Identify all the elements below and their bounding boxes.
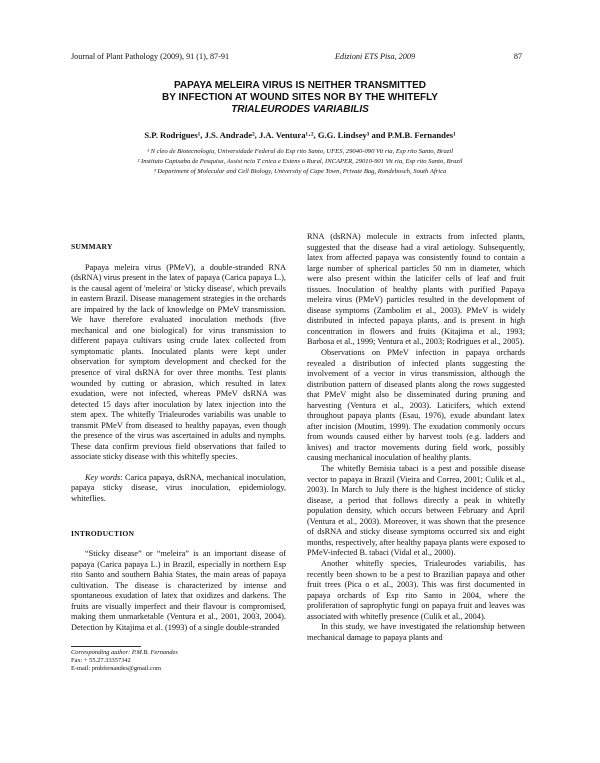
paragraph: In this study, we have investigated the relationship between mechanical damage to papaya plants and — [307, 622, 525, 642]
introduction-text: “Sticky disease” or “meleira” is an important disease of papaya (Carica papaya L.) in Brazil, especially in northern Esp rito Santo and southern Bahia States, the main areas of papaya cultivation. The disease is characterized by intense and spontaneous exudation of latex that oxidizes and darkens. The fruits are visually imperfect and their flavour is compromised, making them unmarketable (Ventura et al., 2001, 2003, 2004). Detection by Kitajima et al. (1993) of a single double-stranded — [71, 549, 286, 632]
summary-text: Papaya meleira virus (PMeV), a double-stranded RNA (dsRNA) virus present in the latex of papaya (Carica papaya L.), is the causal agent of 'meleira' or 'sticky disease', which prevails in eastern Brazil. Disease management strategies in the orchards are impaired by the lack of knowledge on PMeV transmission. We have therefore evaluated inoculation methods (five mechanical and one biological) for virus transmission to different papaya cultivars using crude latex collected from symptomatic plants. Inoculated plants were kept under observation for symptom development and checked for the presence of viral dsRNA for over three months. Test plants wounded by cutting or abrasion, which resulted in latex exudation, were not infected, whereas PMeV dsRNA was detected 15 days after inoculation by latex injection into the stem apex. The whitefly Trialeurodes variabilis was unable to transmit PMeV from diseased to healthy papayas, even though the presence of the virus was ascertained in adults and nymphs. These data confirm previous field observations that failed to associate sticky disease with this whitefly species. — [71, 262, 286, 462]
paragraph: Observations on PMeV infection in papaya orchards revealed a distribution of infected plants suggesting the involvement of a vector in virus transmission, although the distribution pattern of diseased plants along the rows suggested that PMeV might also be disseminated during pruning and harvesting (Ventura et al., 2003). Laticifers, which extend throughout papaya plants (Esau, 1976), exude abundant latex after incision (Moutim, 1999). The exudation commonly occurs from wounds caused either by harvest tools (e.g. ladders and knives) and tractor movements during field work, possibly causing mechanical inoculation of healthy plants. — [307, 348, 525, 463]
title-line: PAPAYA MELEIRA VIRUS IS NEITHER TRANSMITTED — [173, 80, 427, 91]
page-number: 87 — [513, 52, 522, 61]
fax-number: Fax: + 55.27.33357342 — [71, 656, 131, 664]
title-line: BY INFECTION AT WOUND SITES NOR BY THE WHITEFLY — [162, 92, 438, 103]
correspondence-block — [71, 649, 286, 674]
journal-citation: Journal of Plant Pathology (2009), 91 (1), 87-91 — [71, 52, 230, 61]
publisher-line: Edizioni ETS Pisa, 2009 — [335, 52, 416, 61]
keywords-text: : Carica papaya, dsRNA, mechanical inoculation, papaya sticky disease, virus inoculation, epidemiology, whiteflies. — [71, 472, 286, 504]
affiliations — [40, 147, 560, 177]
affiliation: ² Instituto Capixaba de Pesquisa, Assist ncia T cnica e Extens o Rural, INCAPER, 29010-901 Vit ria, Esp rito Santo, Brazil — [137, 158, 463, 165]
title-line: TRIALEURODES VARIABILIS — [231, 104, 369, 115]
introduction-heading: INTRODUCTION — [71, 528, 135, 538]
paragraph: Another whitefly species, Trialeurodes variabilis, has recently been shown to be a pest to Brazilian papaya and other fruit trees (Pica o et al., 2003). This was first documented in papaya orchards of Esp rito Santo in 2004, where the proliferation of saprophytic fungi on papaya fruit and leaves was associated with whitefly presence (Culik et al., 2004). — [307, 558, 525, 621]
right-column — [307, 232, 525, 643]
author-list: S.P. Rodrigues¹, J.S. Andrade², J.A. Ventura¹·², G.G. Lindsey³ and P.M.B. Fernandes¹ — [144, 130, 456, 140]
summary-heading: SUMMARY — [71, 242, 113, 251]
keywords — [71, 473, 286, 505]
running-header — [71, 52, 522, 64]
affiliation: ³ Department of Molecular and Cell Biology, University of Cape Town, Private Bag, Rondebosch, South Africa — [153, 168, 447, 175]
corresponding-author: Corresponding author: P.M.B. Fernandes — [71, 648, 178, 656]
email-address: E-mail: pmbfernandes@gmail.com — [71, 665, 162, 673]
left-column — [71, 242, 286, 673]
article-title — [60, 80, 540, 116]
paragraph: The whitefly Bemisia tabaci is a pest and possible disease vector to papaya in Brazil (Vieira and Correa, 2001; Culik et al., 2003). In March to July there is the highest incidence of sticky disease, a period that follows directly a peak in whitefly population density, which occurs between February and April (Ventura et al., 2003). Moreover, it was shown that the presence of dsRNA and sticky disease symptoms occurred six and eight months, respectively, after healthy papaya plants were exposed to PMeV-infected B. tabaci (Vidal et al., 2000). — [307, 464, 525, 558]
keywords-label: Key words — [85, 472, 121, 482]
paragraph: RNA (dsRNA) molecule in extracts from infected plants, suggested that the disease had a viral aetiology. Subsequently, latex from affected papaya was consistently found to contain a large number of spherical particles 50 nm in diameter, which were also present within the laticifer cells of leaf and fruit tissues. Inoculation of healthy plants with purified Papaya meleira virus (PMeV) particles resulted in the development of disease symptoms (Zambolim et al., 2003). PMeV is widely distributed in infected papaya plants, and is present in high concentration in flowers and fruits (Kitajima et al., 1993; Barbosa et al., 1999; Ventura et al., 2003; Rodrigues et al., 2005). — [307, 232, 525, 347]
footnote-rule — [71, 646, 141, 647]
affiliation: ¹ N cleo de Biotecnologia, Universidade Federal do Esp rito Santo, UFES, 29040-090 Vit ria, Esp rito Santo, Brazil — [146, 148, 454, 155]
